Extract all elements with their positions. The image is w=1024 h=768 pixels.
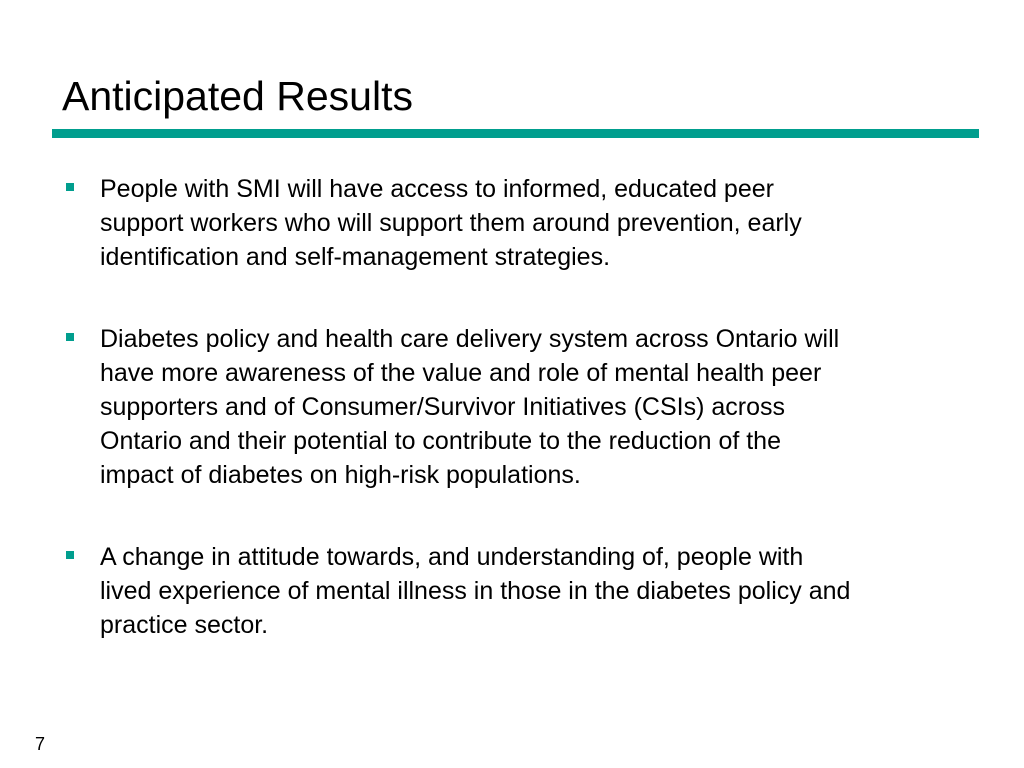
bullet-line: support workers who will support them around prevention, early	[100, 209, 802, 237]
square-bullet-icon	[66, 183, 74, 191]
slide-title: Anticipated Results	[62, 73, 413, 119]
bullet-line: supporters and of Consumer/Survivor Initiatives (CSIs) across	[100, 393, 785, 421]
bullet-line: People with SMI will have access to informed, educated peer	[100, 175, 774, 203]
title-underline-rule	[52, 129, 979, 138]
bullet-line: Ontario and their potential to contribute to the reduction of the	[100, 427, 781, 455]
square-bullet-icon	[66, 333, 74, 341]
bullet-line: practice sector.	[100, 611, 269, 639]
bullet-text	[100, 540, 980, 642]
bullet-line: have more awareness of the value and role of mental health peer	[100, 359, 822, 387]
bullet-line: impact of diabetes on high-risk populations.	[100, 461, 581, 489]
square-bullet-icon	[66, 551, 74, 559]
slide-page-number: 7	[35, 734, 46, 754]
bullet-line: identification and self-management strategies.	[100, 243, 611, 271]
bullet-line: lived experience of mental illness in those in the diabetes policy and	[100, 577, 851, 605]
bullet-line: A change in attitude towards, and understanding of, people with	[100, 543, 804, 571]
bullet-line: Diabetes policy and health care delivery system across Ontario will	[100, 325, 840, 353]
bullet-text	[100, 322, 980, 492]
bullet-text	[100, 172, 980, 274]
